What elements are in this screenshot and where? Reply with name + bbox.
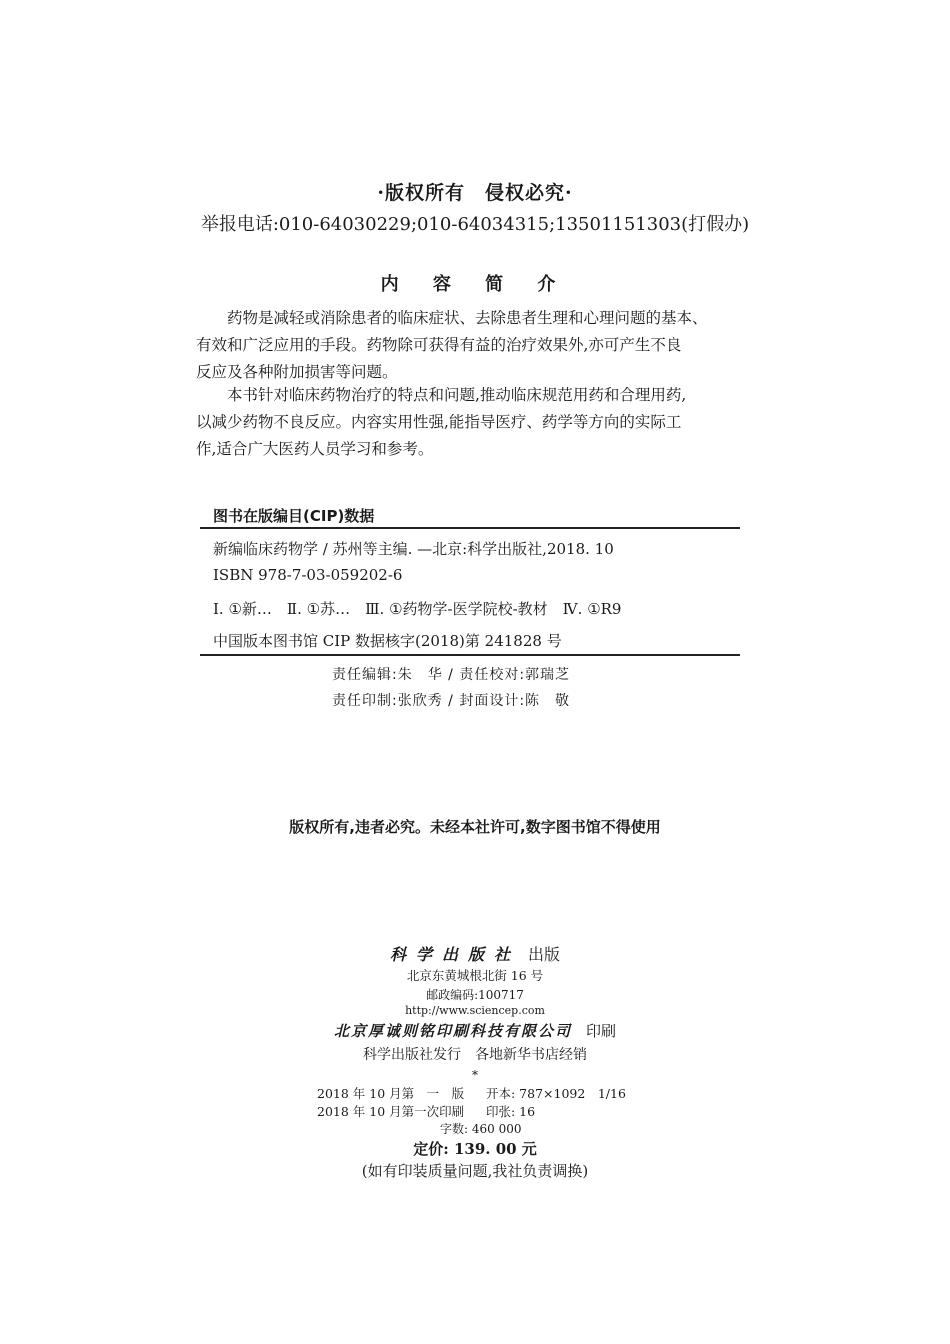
sheets-line: 印张: 16 (486, 1104, 536, 1119)
intro-paragraph-1 (196, 305, 750, 386)
printer-line (0, 1020, 950, 1041)
report-phone: 举报电话:010-64030229;010-64034315;13501151303(打假办) (200, 214, 750, 235)
staff-editors: 责任编辑:朱 华 / 责任校对:郭瑞芝 (332, 667, 571, 683)
publisher-postcode: 邮政编码:100717 (426, 988, 524, 1002)
intro-title: 内 容 简 介 (380, 274, 570, 295)
copyright-header: ·版权所有 侵权必究· (377, 182, 573, 204)
intro-p2-line-3: 作,适合广大医药人员学习和参考。 (196, 440, 434, 458)
printer-action: 印刷 (586, 1022, 617, 1040)
publisher-address: 北京东黄城根北街 16 号 (406, 968, 544, 983)
cip-line-title: 新编临床药物学 / 苏州等主编. —北京:科学出版社,2018. 10 (213, 540, 614, 558)
replacement-note: (如有印装质量问题,我社负责调换) (361, 1162, 589, 1180)
intro-paragraph-2 (196, 382, 750, 463)
publisher-name: 科学出版社 (389, 945, 520, 964)
publisher-action: 出版 (528, 945, 561, 964)
word-count: 字数: 460 000 (440, 1122, 522, 1136)
cip-top-rule (200, 527, 740, 529)
cip-line-record-number: 中国版本图书馆 CIP 数据核字(2018)第 241828 号 (213, 632, 562, 650)
intro-p2-line-1: 本书针对临床药物治疗的特点和问题,推动临床规范用药和合理用药, (227, 386, 687, 404)
publisher-line (0, 942, 950, 965)
cip-line-isbn: ISBN 978-7-03-059202-6 (213, 566, 403, 584)
separator-star: * (472, 1068, 478, 1082)
edition-line: 2018 年 10 月第 一 版 (317, 1086, 465, 1101)
intro-p2-line-2: 以减少药物不良反应。内容实用性强,能指导医疗、药学等方向的实际工 (196, 413, 682, 431)
print-line: 2018 年 10 月第一次印刷 (317, 1104, 465, 1119)
cip-line-classification: Ⅰ. ①新… Ⅱ. ①苏… Ⅲ. ①药物学-医学院校-教材 Ⅳ. ①R9 (213, 600, 622, 618)
publisher-url: http://www.sciencep.com (405, 1004, 545, 1017)
price: 定价: 139. 00 元 (413, 1140, 537, 1158)
staff-production: 责任印制:张欣秀 / 封面设计:陈 敬 (332, 693, 571, 709)
intro-p1-line-1: 药物是减轻或消除患者的临床症状、去除患者生理和心理问题的基本、 (227, 309, 708, 327)
copyright-notice: 版权所有,违者必究。未经本社许可,数字图书馆不得使用 (289, 818, 661, 836)
intro-p1-line-3: 反应及各种附加损害等问题。 (196, 363, 398, 381)
cip-title: 图书在版编目(CIP)数据 (213, 507, 375, 525)
printer-name: 北京厚诚则铭印刷科技有限公司 (333, 1022, 572, 1040)
format-line: 开本: 787×1092 1/16 (486, 1086, 626, 1101)
intro-p1-line-2: 有效和广泛应用的手段。药物除可获得有益的治疗效果外,亦可产生不良 (196, 336, 682, 354)
distribution-line: 科学出版社发行 各地新华书店经销 (363, 1047, 587, 1063)
cip-bottom-rule (200, 654, 740, 656)
